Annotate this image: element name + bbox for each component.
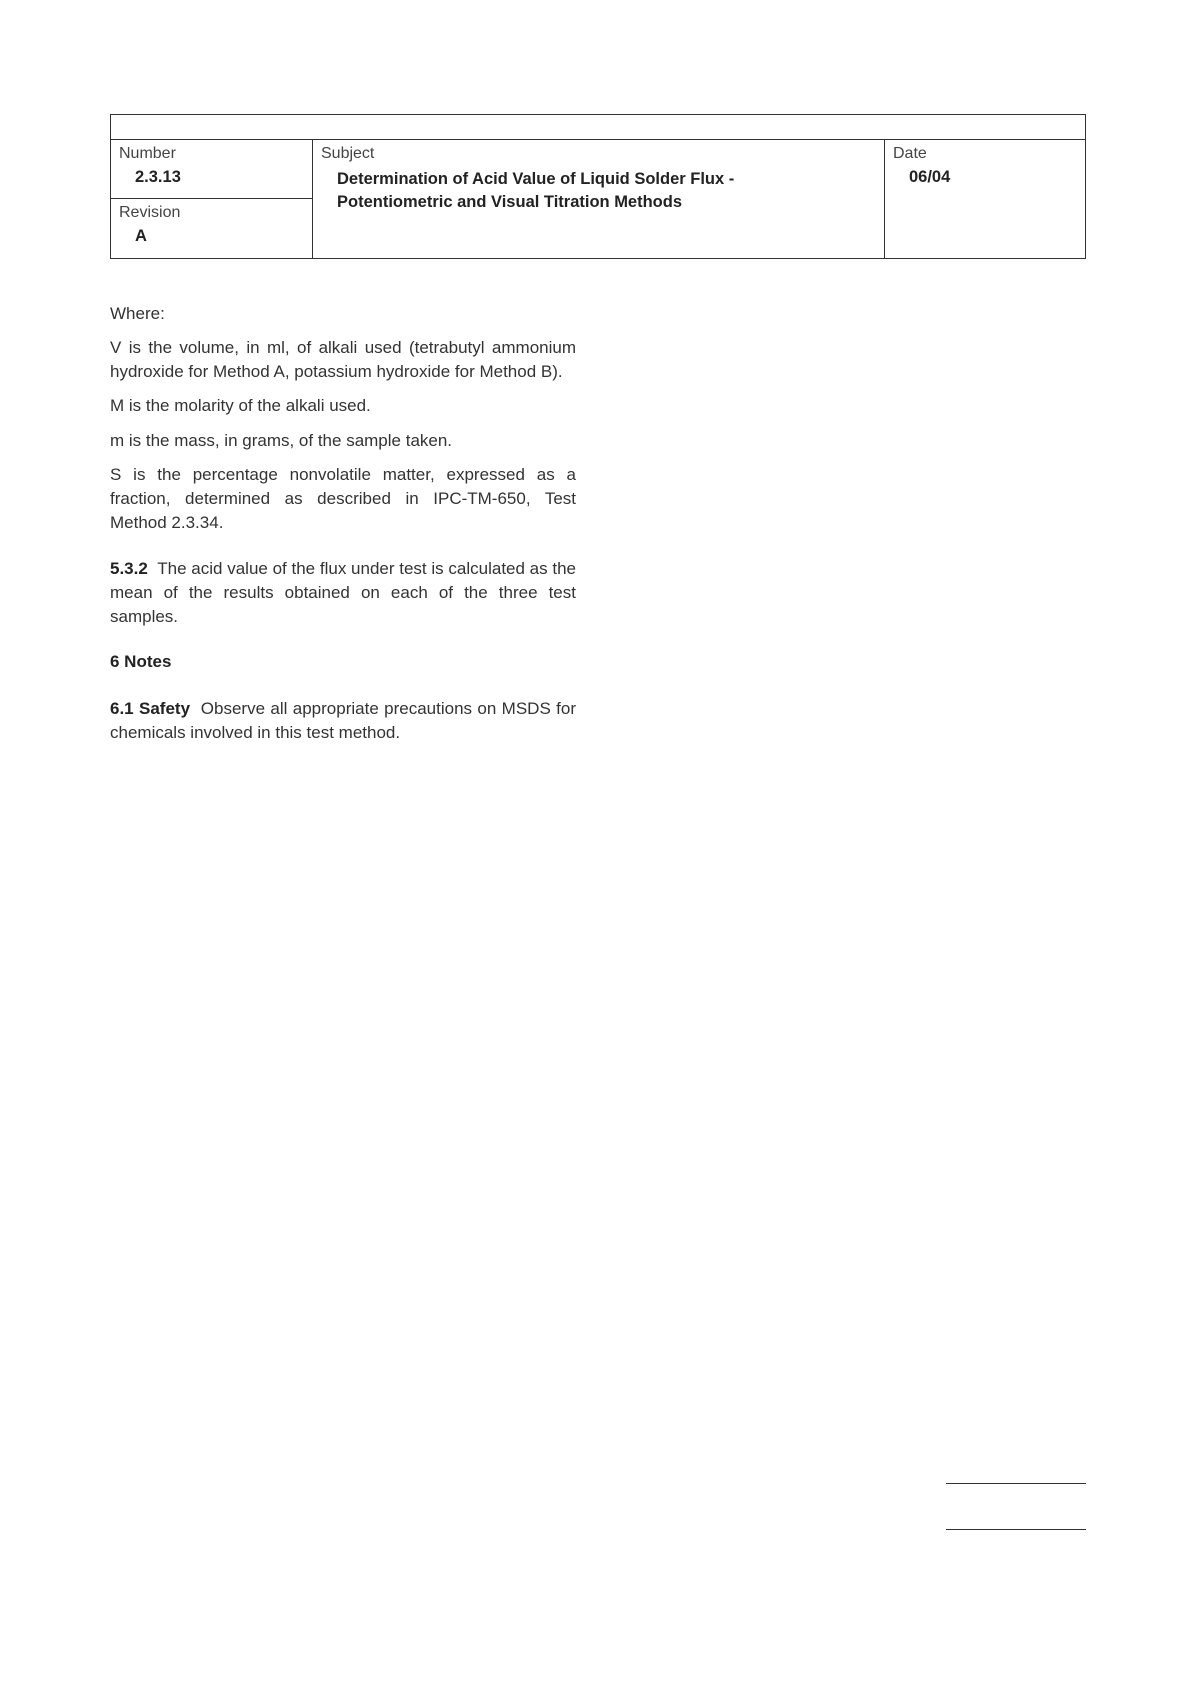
- revision-cell: [111, 198, 312, 258]
- definition-m: m is the mass, in grams, of the sample taken.: [110, 431, 453, 450]
- date-value: 06/04: [909, 168, 951, 186]
- footer-rule-1: [946, 1483, 1086, 1484]
- section-6-1: [110, 697, 576, 745]
- document-header-table: [110, 114, 1086, 259]
- section-6-1-number: 6.1 Safety: [110, 699, 191, 718]
- section-6-heading: 6 Notes: [110, 652, 172, 671]
- section-5-3-2-number: 5.3.2: [110, 559, 148, 578]
- number-value: 2.3.13: [135, 168, 181, 186]
- date-cell: [885, 139, 1085, 258]
- footer-rule-2: [946, 1529, 1086, 1530]
- where-label: Where:: [110, 304, 165, 323]
- number-caption: Number: [119, 145, 176, 162]
- definition-M: M is the molarity of the alkali used.: [110, 396, 371, 415]
- subject-line-1: Determination of Acid Value of Liquid Solder Flux -: [337, 170, 735, 188]
- number-revision-cell: [111, 139, 313, 258]
- date-caption: Date: [893, 145, 927, 162]
- subject-line-2: Potentiometric and Visual Titration Methods: [337, 193, 683, 211]
- section-5-3-2-text: The acid value of the flux under test is calculated as the mean of the results obtained on each of the three test samples.: [110, 559, 576, 626]
- definition-v: V is the volume, in ml, of alkali used (tetrabutyl ammonium hydroxide for Method A, potassium hydroxide for Method B).: [110, 338, 576, 381]
- section-6-1-text: Observe all appropriate precautions on MSDS for chemicals involved in this test method.: [110, 699, 576, 742]
- definition-S: S is the percentage nonvolatile matter, expressed as a fraction, determined as described in IPC-TM-650, Test Method 2.3.34.: [110, 465, 576, 532]
- section-5-3-2: [110, 557, 576, 629]
- number-cell: [111, 139, 312, 199]
- header-top-bar: [111, 115, 1085, 140]
- revision-value: A: [135, 227, 147, 245]
- subject-value: [337, 168, 857, 214]
- subject-caption: Subject: [321, 145, 375, 162]
- revision-caption: Revision: [119, 204, 181, 221]
- subject-cell: [313, 139, 885, 258]
